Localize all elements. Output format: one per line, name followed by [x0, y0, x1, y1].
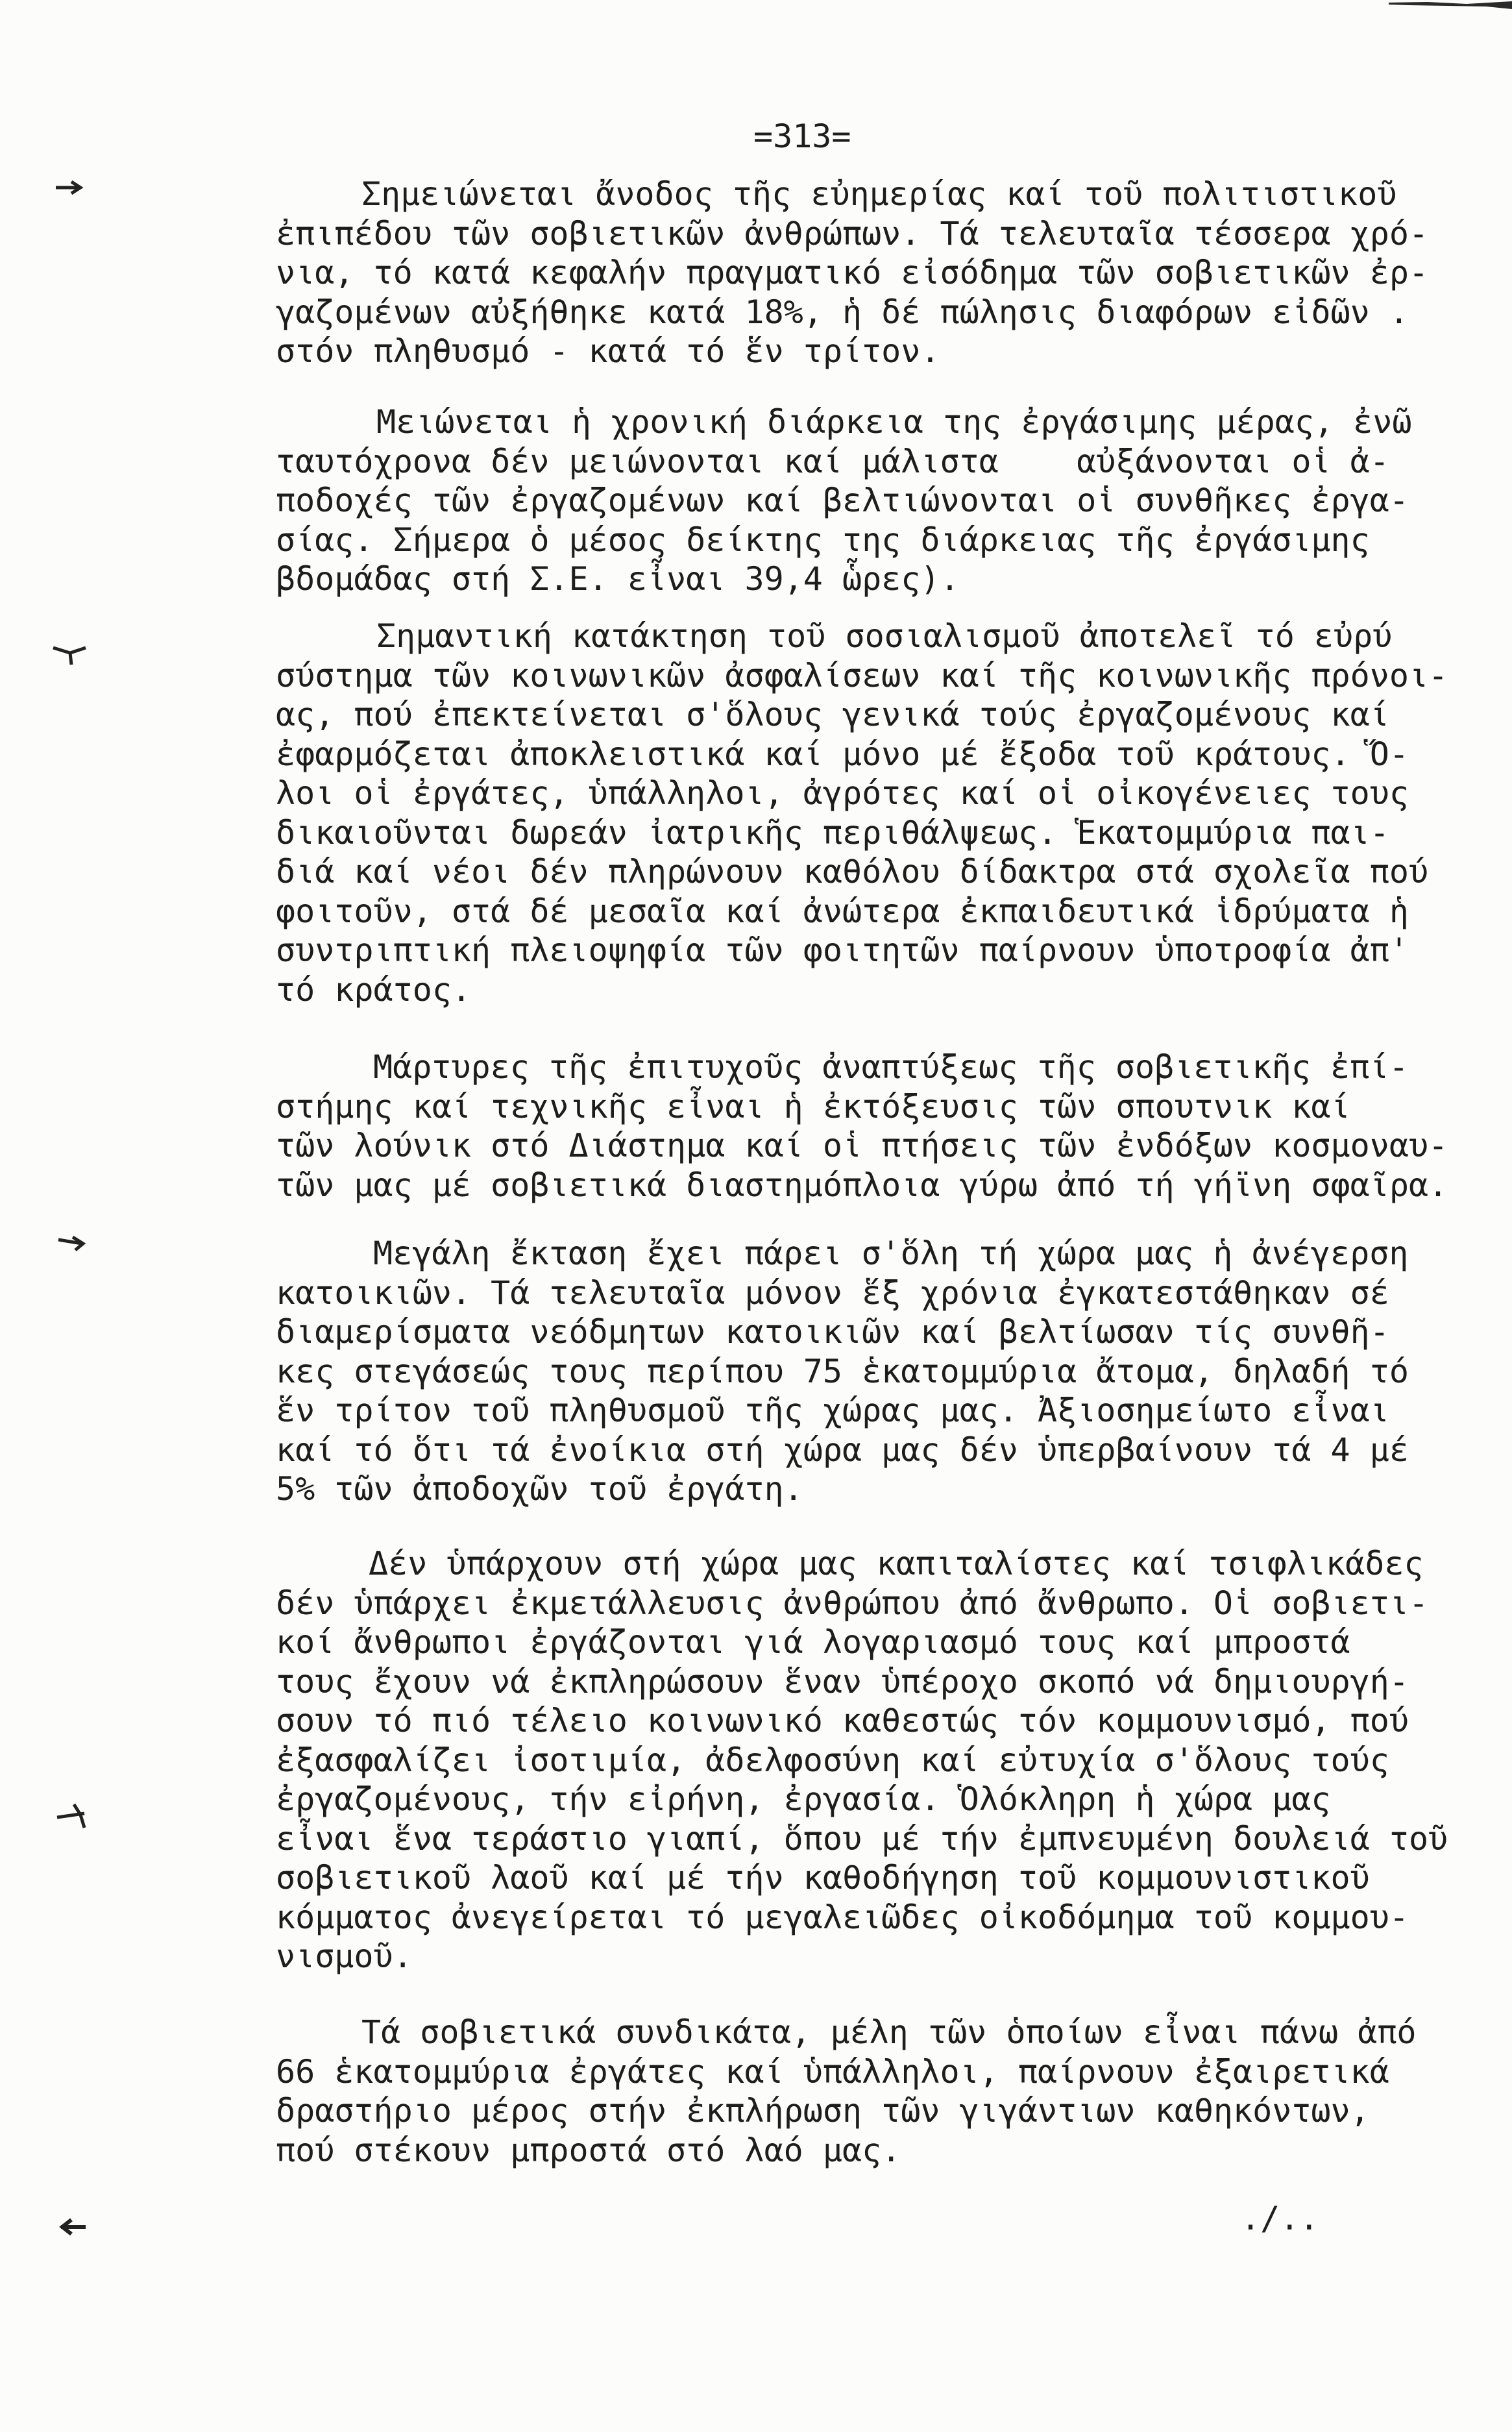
text-line: Σημαντική κατάκτηση τοῦ σοσιαλισμοῦ ἀποτελεῖ τό εὐρύ — [376, 617, 1393, 655]
text-line: εἶναι ἕνα τεράστιο γιαπί, ὅπου μέ τήν ἐμπνευμένη δουλειά τοῦ — [276, 1819, 1448, 1858]
text-line: Μειώνεται ἡ χρονική διάρκεια της ἐργάσιμης μέρας, ἐνῶ — [376, 403, 1412, 441]
text-line: Τά σοβιετικά συνδικάτα, μέλη τῶν ὁποίων εἶναι πάνω ἀπό — [361, 2013, 1417, 2051]
text-line: τῶν λούνικ στό Διάστημα καί οἱ πτήσεις τῶν ἐνδόξων κοσμοναυ- — [276, 1127, 1448, 1164]
text-line: καί τό ὅτι τά ἐνοίκια στή χώρα μας δέν ὑπερβαίνουν τά 4 μέ — [276, 1431, 1409, 1469]
margin-arrow-icon — [56, 1232, 95, 1254]
text-line: σύστημα τῶν κοινωνικῶν ἀσφαλίσεων καί τῆς κοινωνικῆς πρόνοι- — [276, 656, 1448, 694]
text-line: ἐργαζομένους, τήν εἰρήνη, ἐργασία. Ὁλόκληρη ἡ χώρα μας — [276, 1780, 1331, 1818]
text-line: Σημειώνεται ἄνοδος τῆς εὐημερίας καί τοῦ πολιτιστικοῦ — [361, 175, 1397, 213]
text-line: φοιτοῦν, στά δέ μεσαῖα καί ἀνώτερα ἐκπαιδευτικά ἱδρύματα ἡ — [276, 892, 1409, 930]
continuation-mark: ./.. — [1241, 2200, 1319, 2237]
text-line: ἐπιπέδου τῶν σοβιετικῶν ἀνθρώπων. Τά τελευταῖα τέσσερα χρό- — [276, 214, 1429, 252]
text-line: Μεγάλη ἔκταση ἔχει πάρει σ'ὅλη τή χώρα μας ἡ ἀνέγερση — [373, 1234, 1409, 1272]
text-line: πού στέκουν μπροστά στό λαό μας. — [276, 2131, 901, 2169]
text-line: γαζομένων αὐξήθηκε κατά 18%, ἡ δέ πώλησις διαφόρων εἰδῶν . — [276, 293, 1409, 331]
text-line: σοβιετικοῦ λαοῦ καί μέ τήν καθοδήγηση τοῦ κομμουνιστικοῦ — [276, 1859, 1370, 1897]
paragraph-prosperity — [276, 175, 1496, 371]
text-line: στήμης καί τεχνικῆς εἶναι ἡ ἐκτόξευσις τῶν σπουτνικ καί — [276, 1087, 1350, 1125]
text-line: κοί ἄνθρωποι ἐργάζονται γιά λογαριασμό τους καί μπροστά — [276, 1623, 1350, 1661]
paragraph-trade-unions — [276, 2013, 1496, 2170]
text-line: διά καί νέοι δέν πληρώνουν καθόλου δίδακτρα στά σχολεῖα πού — [276, 853, 1429, 891]
text-line: κατοικιῶν. Τά τελευταῖα μόνον ἕξ χρόνια ἐγκατεστάθηκαν σέ — [276, 1273, 1389, 1312]
text-line: στόν πληθυσμό - κατά τό ἕν τρίτον. — [276, 332, 940, 370]
paragraph-no-exploitation — [276, 1544, 1496, 1976]
margin-arrow-icon — [57, 2216, 96, 2238]
text-line: ποδοχές τῶν ἐργαζομένων καί βελτιώνονται οἱ συνθῆκες ἐργα- — [276, 482, 1409, 519]
text-line: τους ἔχουν νά ἐκπληρώσουν ἕναν ὑπέροχο σκοπό νά δημιουργή- — [276, 1662, 1409, 1701]
text-line: κες στεγάσεώς τους περίπου 75 ἑκατομμύρια ἄτομα, δηλαδή τό — [276, 1352, 1409, 1390]
text-line: ταυτόχρονα δέν μειώνονται καί μάλιστα αὐξάνονται οἱ ἀ- — [276, 442, 1389, 480]
paragraph-housing — [276, 1234, 1496, 1509]
text-line: Μάρτυρες τῆς ἐπιτυχοῦς ἀναπτύξεως τῆς σοβιετικῆς ἐπί- — [373, 1048, 1409, 1086]
text-line: σίας. Σήμερα ὁ μέσος δείκτης της διάρκειας τῆς ἐργάσιμης — [276, 521, 1370, 559]
text-line: διαμερίσματα νεόδμητων κατοικιῶν καί βελτίωσαν τίς συνθῆ- — [276, 1313, 1389, 1351]
text-line: λοι οἱ ἐργάτες, ὑπάλληλοι, ἀγρότες καί οἱ οἰκογένειες τους — [276, 774, 1409, 812]
text-line: δικαιοῦνται δωρεάν ἰατρικῆς περιθάλψεως. Ἑκατομμύρια παι- — [276, 813, 1389, 852]
page-number: =313= — [753, 117, 851, 155]
margin-arrow-icon — [51, 641, 90, 667]
text-line: κόμματος ἀνεγείρεται τό μεγαλειῶδες οἰκοδόμημα τοῦ κομμου- — [276, 1898, 1409, 1936]
text-line: 66 ἑκατομμύρια ἐργάτες καί ὑπάλληλοι, παίρνουν ἐξαιρετικά — [276, 2052, 1389, 2091]
margin-arrow-icon — [53, 177, 92, 199]
text-line: δέν ὑπάρχει ἐκμετάλλευσις ἀνθρώπου ἀπό ἄνθρωπο. Οἱ σοβιετι- — [276, 1584, 1429, 1622]
text-line: ας, πού ἐπεκτείνεται σ'ὅλους γενικά τούς ἐργαζομένους καί — [276, 696, 1389, 733]
text-line: ἐφαρμόζεται ἀποκλειστικά καί μόνο μέ ἔξοδα τοῦ κράτους. Ὅ- — [276, 735, 1409, 773]
text-line: δραστήριο μέρος στήν ἐκπλήρωση τῶν γιγάντιων καθηκόντων, — [276, 2092, 1370, 2130]
text-line: τό κράτος. — [276, 970, 472, 1009]
text-line: συντριπτική πλειοψηφία τῶν φοιτητῶν παίρνουν ὑποτροφία ἀπ' — [276, 931, 1409, 969]
text-line: ἕν τρίτον τοῦ πληθυσμοῦ τῆς χώρας μας. Ἀξιοσημείωτο εἶναι — [276, 1392, 1389, 1429]
text-line: 5% τῶν ἀποδοχῶν τοῦ ἐργάτη. — [276, 1470, 803, 1508]
text-line: τῶν μας μέ σοβιετικά διαστημόπλοια γύρω ἀπό τή γήϊνη σφαῖρα. — [276, 1166, 1448, 1204]
scan-edge-mark — [1389, 0, 1512, 14]
text-line: Δέν ὑπάρχουν στή χώρα μας καπιταλίστες καί τσιφλικάδες — [369, 1545, 1424, 1582]
text-line: νισμοῦ. — [276, 1937, 413, 1975]
text-line: σουν τό πιό τέλειο κοινωνικό καθεστώς τόν κομμουνισμό, πού — [276, 1702, 1409, 1739]
text-line: ἐξασφαλίζει ἰσοτιμία, ἀδελφοσύνη καί εὐτυχία σ'ὅλους τούς — [276, 1741, 1389, 1779]
text-line: νια, τό κατά κεφαλήν πραγματικό εἰσόδημα τῶν σοβιετικῶν ἐρ- — [276, 254, 1429, 291]
text-line: βδομάδας στή Σ.Ε. εἶναι 39,4 ὧρες). — [276, 560, 960, 598]
paragraph-social-insurance — [276, 617, 1496, 1009]
margin-arrow-icon — [55, 1802, 93, 1830]
paragraph-science — [276, 1048, 1496, 1205]
paragraph-working-day — [276, 402, 1496, 599]
